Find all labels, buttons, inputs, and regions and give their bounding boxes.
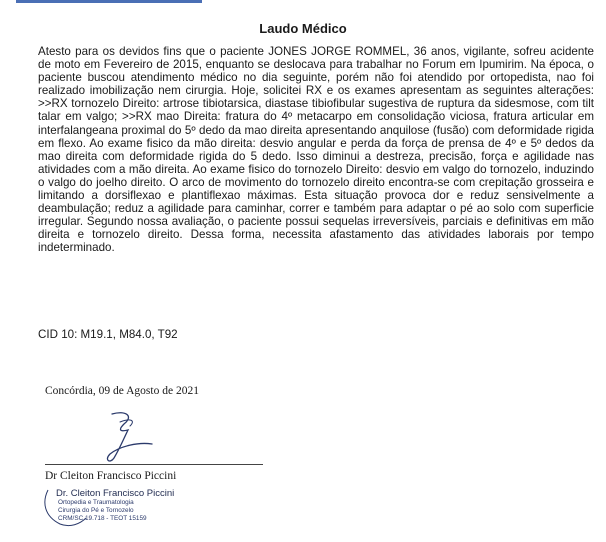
handwritten-signature	[90, 408, 170, 466]
stamp-subspecialty: Cirurgia do Pé e Tornozelo	[58, 507, 134, 514]
cid-codes: CID 10: M19.1, M84.0, T92	[38, 328, 178, 341]
signature-line	[45, 464, 263, 465]
doctor-stamp	[46, 488, 206, 542]
stamp-doctor-name: Dr. Cleiton Francisco Piccini	[56, 488, 175, 499]
header-rule	[16, 0, 202, 3]
stamp-specialty: Ortopedia e Traumatologia	[58, 499, 134, 506]
document-title: Laudo Médico	[259, 21, 347, 36]
signer-name: Dr Cleiton Francisco Piccini	[45, 470, 177, 482]
document-date: Concórdia, 09 de Agosto de 2021	[45, 385, 199, 397]
stamp-registration: CRM/SC 19.718 - TEOT 15159	[58, 515, 147, 522]
report-body: Atesto para os devidos fins que o paciente JONES JORGE ROMMEL, 36 anos, vigilante, sofreu acidente de moto em Fevereiro de 2015, enquanto se deslocava para trabalhar no Forum em Ipumirim. Na época, o paciente buscou atendimento médico no dia seguinte, porém não foi atendido por ortopedista, nao foi realizado imobilização nem cirurgia. Hoje, solicitei RX e os exames apresentam as seguintes alterações: >>RX tornozelo Direito: artrose tibiotarsica, diastase tibiofibular sugestiva de ruptura da sidesmose, com tilt talar em valgo; >>RX mao Direita: fratura do 4º metacarpo em consolidação viciosa, fratura articular em interfalangeana proximal do 5º dedo da mao direita apresentando anquilose (fusão) com deformidade rigida em flexo. Ao exame fisico da mão direita: desvio angular e perda da força de prensa de 4º e 5º dedos da mao direita com deformidade rigida do 5 dedo. Isso diminui a destreza, precisão, força e agilidade nas atividades com a mão direita. Ao exame fisico do tornozelo Direito: desvio em valgo do tornozelo, induzindo o valgo do joelho direito. O arco de movimento do tornozelo direito encontra-se com crepitação grosseira e limitando a dorsiflexao e plantiflexao máximas. Esta situação provoca dor e reduz sensivelmente a deambulação; reduz a agilidade para caminhar, correr e também para adaptar o pé ao solo com superficie irregular. Segundo nossa avaliação, o paciente possui sequelas irreversíveis, parciais e definitivas em mão direita e tornozelo direito. Dessa forma, necessita afastamento das atividades laborais por tempo indeterminado.	[38, 45, 594, 255]
